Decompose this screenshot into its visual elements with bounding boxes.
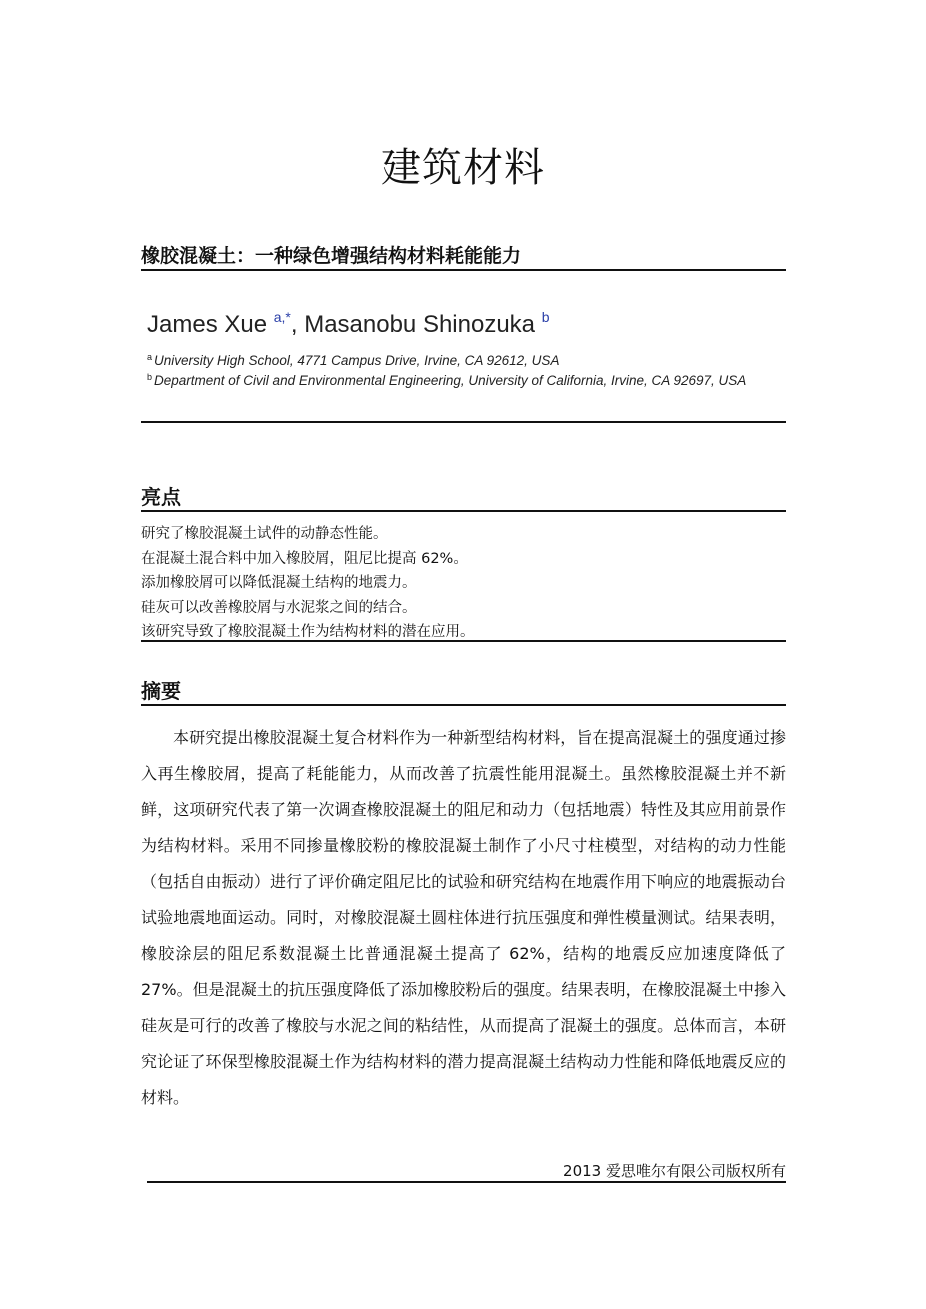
author-name: Masanobu Shinozuka — [304, 311, 536, 338]
abstract-text: 本研究提出橡胶混凝土复合材料作为一种新型结构材料，旨在提高混凝土的强度通过掺入再生橡胶屑，提高了耗能能力，从而改善了抗震性能用混凝土。虽然橡胶混凝土并不新鲜，这项研究代表了第一次调查橡胶混凝土的阻尼和动力（包括地震）特性及其应用前景作为结构材料。采用不同掺量橡胶粉的橡胶混凝土制作了小尺寸柱模型，对结构的动力性能（包括自由振动）进行了评价确定阻尼比的试验和研究结构在地震作用下响应的地震振动台试验地震地面运动。同时，对橡胶混凝土圆柱体进行抗压强度和弹性模量测试。结果表明，橡胶涂层的阻尼系数混凝土比普通混凝土提高了 62%，结构的地震反应加速度降低了 27%。但是混凝土的抗压强度降低了添加橡胶粉后的强度。结果表明，在橡胶混凝土中掺入硅灰是可行的改善了橡胶与水泥之间的粘结性，从而提高了混凝土的强度。总体而言，本研究论证了环保型橡胶混凝土作为结构材料的潜力提高混凝土结构动力性能和降低地震反应的材料。 — [141, 728, 786, 1107]
highlight-item: 硅灰可以改善橡胶屑与水泥浆之间的结合。 — [141, 599, 417, 616]
highlight-item: 研究了橡胶混凝土试件的动静态性能。 — [141, 526, 388, 542]
author-separator: , — [290, 311, 305, 338]
highlight-item: 在混凝土混合料中加入橡胶屑，阻尼比提高 62%。 — [141, 550, 468, 567]
author-affiliation-mark: b — [541, 309, 550, 325]
affiliation-mark: a — [147, 352, 153, 362]
highlights-divider — [141, 640, 786, 642]
author-affiliation-mark: a,* — [273, 309, 291, 325]
highlight-item: 该研究导致了橡胶混凝土作为结构材料的潜在应用。 — [141, 624, 475, 641]
journal-title: 建筑材料 — [381, 145, 545, 191]
affiliation — [147, 367, 746, 391]
highlights-list — [141, 522, 786, 645]
affiliation-text: University High School, 4771 Campus Drive, Irvine, CA 92612, USA — [154, 353, 560, 368]
article-title: 橡胶混凝土：一种绿色增强结构材料耗能能力 — [141, 243, 786, 271]
highlights-heading: 亮点 — [141, 484, 786, 512]
header-divider — [141, 421, 786, 423]
highlight-item: 添加橡胶屑可以降低混凝土结构的地震力。 — [141, 575, 417, 592]
author-name: James Xue — [147, 311, 268, 338]
author-list — [147, 300, 550, 342]
copyright-notice: 2013 爱思唯尔有限公司版权所有 — [147, 1161, 786, 1183]
affiliation-mark: b — [147, 372, 153, 382]
abstract-heading: 摘要 — [141, 678, 786, 706]
affiliation-text: Department of Civil and Environmental Engineering, University of California, Irvine, CA 92697, USA — [154, 373, 747, 388]
